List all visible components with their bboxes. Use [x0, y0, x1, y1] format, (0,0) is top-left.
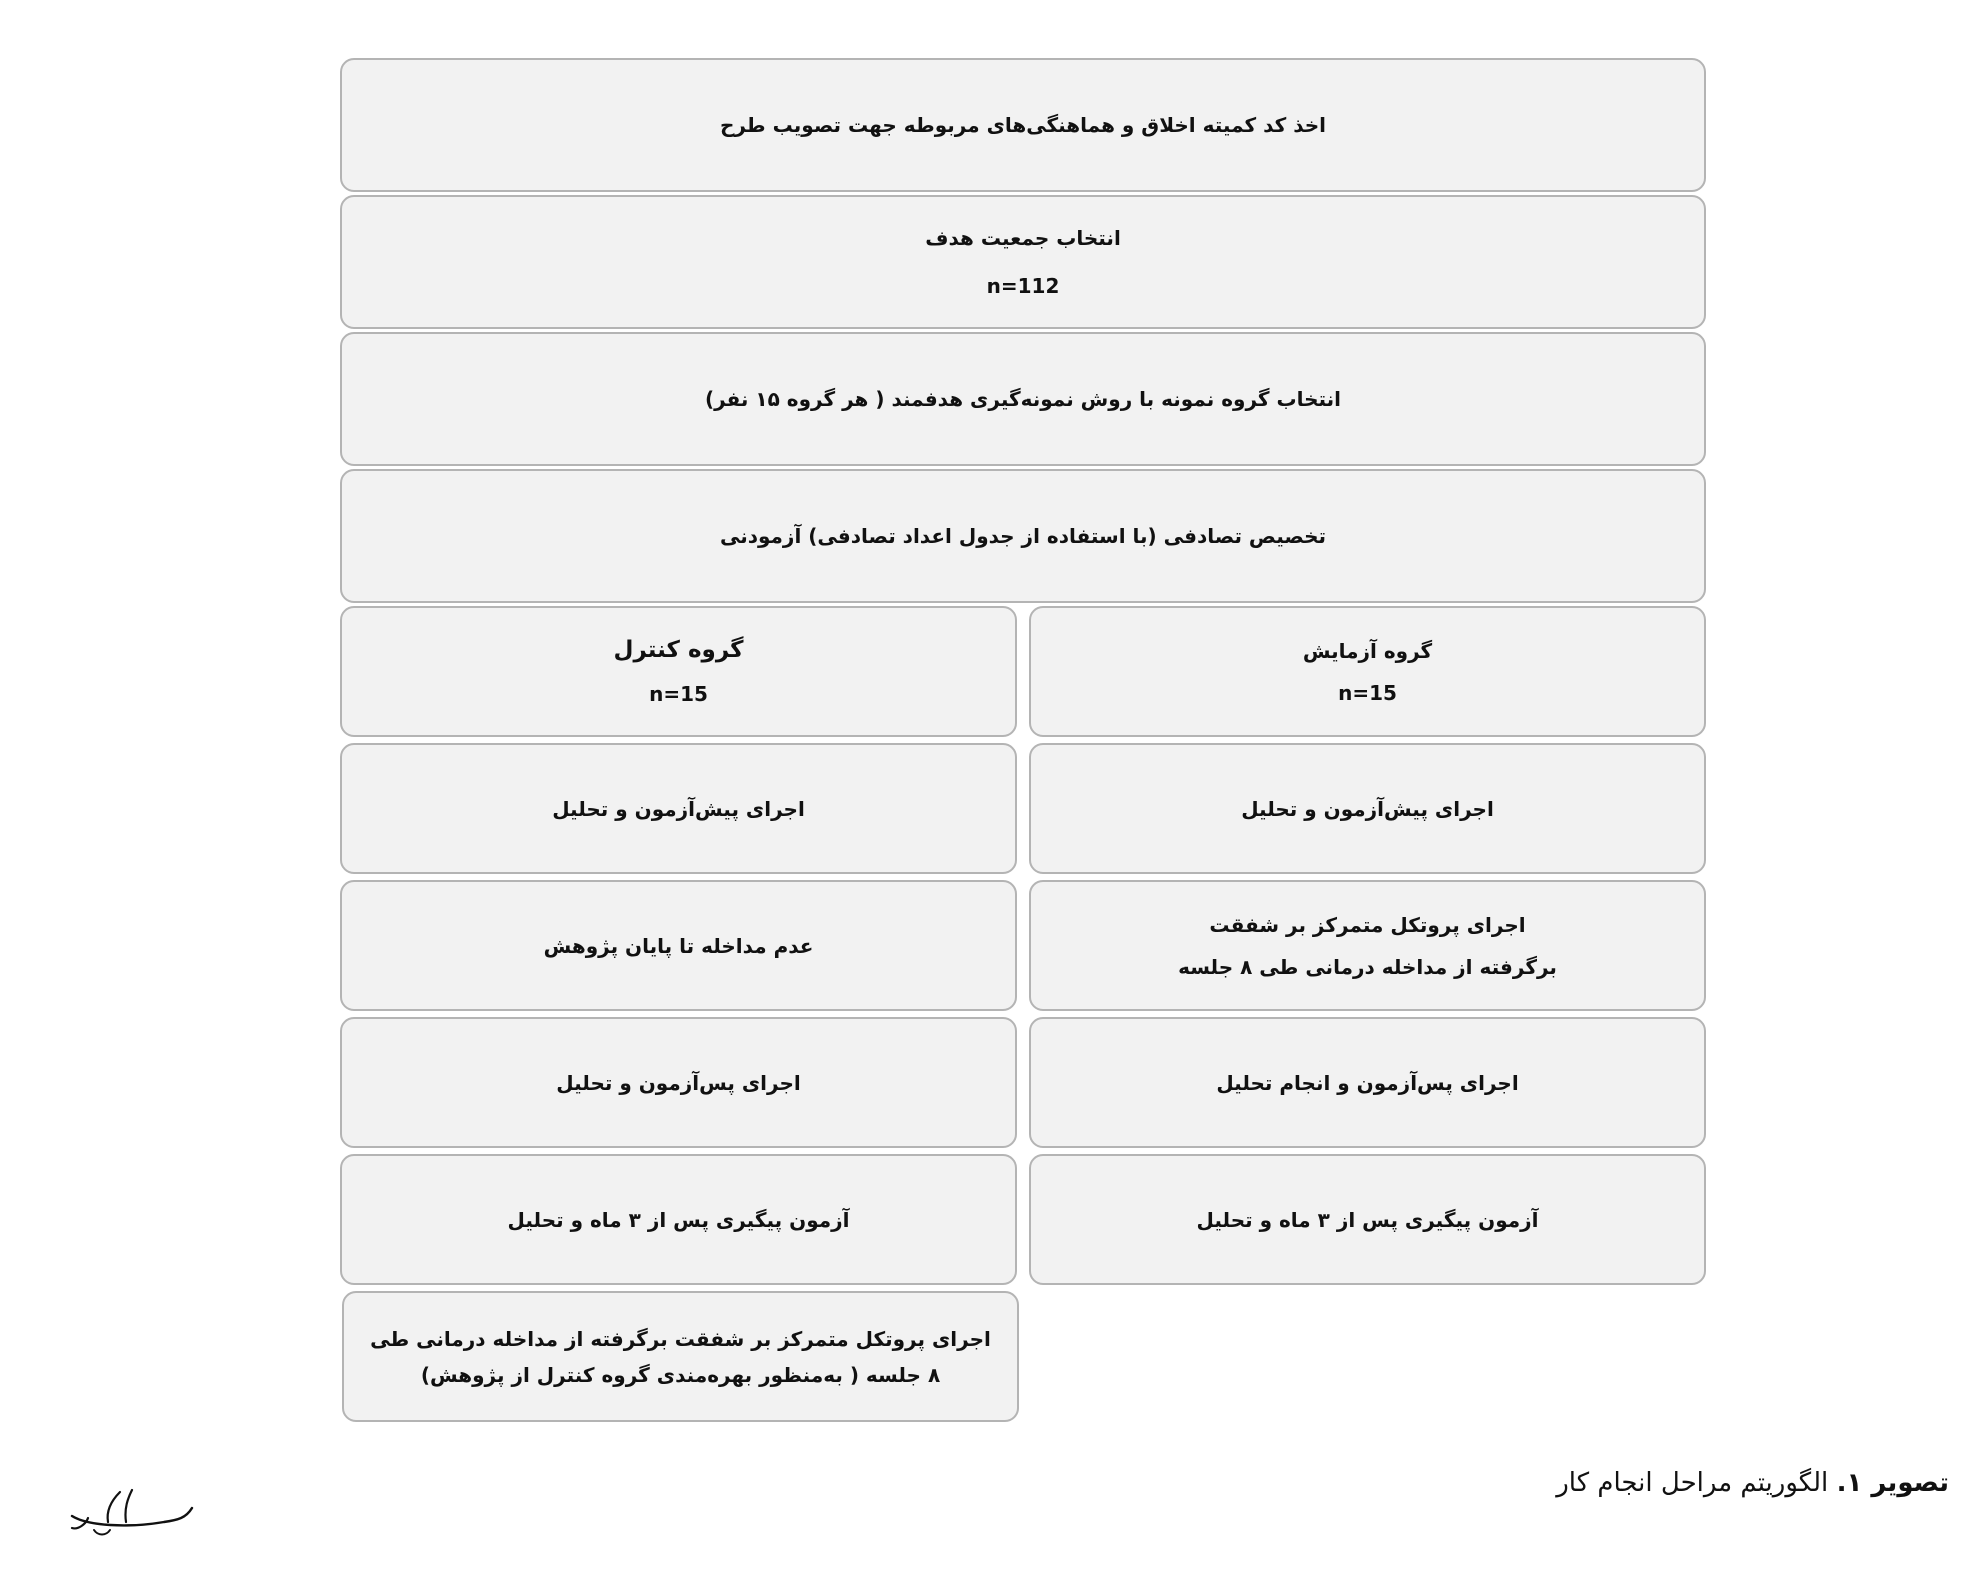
control-post-study-intervention-text: اجرای پروتکل متمرکز بر شفقت برگرفته از مداخله درمانی طی ۸ جلسه ( به‌منظور بهره‌مندی گروه کنترل از پژوهش)	[370, 1326, 991, 1387]
experimental-pretest-text: اجرای پیش‌آزمون و تحلیل	[1241, 796, 1494, 821]
step-sampling	[340, 332, 1706, 466]
step-ethics-text: اخذ کد کمیته اخلاق و هماهنگی‌های مربوطه جهت تصویب طرح	[719, 113, 1327, 137]
experimental-intervention-line1: اجرای پروتکل متمرکز بر شفقت	[1209, 912, 1526, 937]
control-group-n: n=15	[649, 682, 708, 707]
control-group-header	[340, 606, 1017, 737]
step-random-allocation	[340, 469, 1706, 603]
control-posttest	[340, 1017, 1017, 1148]
experimental-intervention-line2: برگرفته از مداخله درمانی طی ۸ جلسه	[1178, 954, 1557, 979]
figure-caption	[1556, 1468, 1949, 1498]
step-target-population-label: انتخاب جمعیت هدف	[925, 226, 1121, 250]
step-ethics-approval	[340, 58, 1706, 192]
experimental-group-n: n=15	[1338, 680, 1397, 705]
experimental-followup-text: آزمون پیگیری پس از ۳ ماه و تحلیل	[1196, 1207, 1539, 1232]
experimental-group-header	[1029, 606, 1706, 737]
experimental-followup	[1029, 1154, 1706, 1285]
control-post-study-intervention	[342, 1291, 1019, 1422]
control-no-intervention	[340, 880, 1017, 1011]
control-group-title: گروه کنترل	[613, 636, 744, 663]
step-sampling-text: انتخاب گروه نمونه با روش نمونه‌گیری هدفمند ( هر گروه ۱۵ نفر)	[704, 387, 1342, 411]
step-target-population	[340, 195, 1706, 329]
control-posttest-text: اجرای پس‌آزمون و تحلیل	[556, 1070, 801, 1095]
experimental-posttest	[1029, 1017, 1706, 1148]
experimental-intervention	[1029, 880, 1706, 1011]
control-no-intervention-text: عدم مداخله تا پایان پژوهش	[543, 933, 814, 958]
experimental-group-title: گروه آزمایش	[1302, 638, 1433, 663]
experimental-pretest	[1029, 743, 1706, 874]
control-pretest-text: اجرای پیش‌آزمون و تحلیل	[552, 796, 805, 821]
control-pretest	[340, 743, 1017, 874]
figure-caption-label: تصویر ۱.	[1836, 1468, 1949, 1498]
figure-caption-text: الگوریتم مراحل انجام کار	[1556, 1468, 1829, 1498]
step-allocation-text: تخصیص تصادفی (با استفاده از جدول اعداد تصادفی) آزمودنی	[720, 524, 1326, 548]
control-followup	[340, 1154, 1017, 1285]
journal-logo-icon	[68, 1478, 198, 1540]
control-followup-text: آزمون پیگیری پس از ۳ ماه و تحلیل	[507, 1207, 850, 1232]
experimental-posttest-text: اجرای پس‌آزمون و انجام تحلیل	[1216, 1070, 1519, 1095]
step-target-population-n: n=112	[986, 274, 1060, 298]
